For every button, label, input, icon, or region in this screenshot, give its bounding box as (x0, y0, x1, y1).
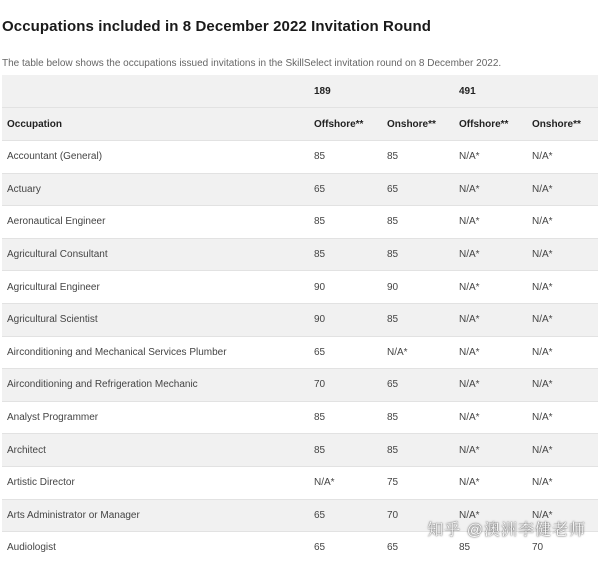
offshore-189-cell: 65 (314, 346, 326, 358)
table-row (2, 401, 598, 434)
onshore-189-cell: 90 (387, 281, 399, 293)
column-header-491-onshore: Onshore** (532, 118, 581, 130)
offshore-491-cell: N/A* (459, 216, 480, 228)
visa-header-cell (2, 75, 309, 108)
table-row (2, 466, 598, 499)
visa-header-491: 491 (459, 85, 476, 97)
table-row (2, 336, 598, 369)
offshore-491-cell: N/A* (459, 249, 480, 261)
onshore-491-cell: N/A* (532, 249, 553, 261)
onshore-491-cell: N/A* (532, 509, 553, 521)
offshore-189-cell: 70 (314, 379, 326, 391)
onshore-491-cell: N/A* (532, 183, 553, 195)
onshore-491-cell: N/A* (532, 477, 553, 489)
offshore-189-cell: 65 (314, 542, 326, 554)
offshore-491-cell: N/A* (459, 477, 480, 489)
offshore-491-cell: N/A* (459, 412, 480, 424)
column-header-occupation: Occupation (7, 118, 63, 130)
onshore-491-cell: N/A* (532, 281, 553, 293)
visa-header-row (2, 75, 598, 108)
occupation-cell: Agricultural Scientist (7, 314, 98, 326)
occupations-table (2, 75, 598, 564)
offshore-189-cell: 85 (314, 249, 326, 261)
table-row (2, 141, 598, 174)
occupation-cell: Agricultural Consultant (7, 249, 108, 261)
occupation-cell: Actuary (7, 183, 41, 195)
onshore-491-cell: N/A* (532, 216, 553, 228)
table-body (2, 75, 598, 564)
visa-header-cell (527, 75, 598, 108)
column-header-189-onshore: Onshore** (387, 118, 436, 130)
intro-text: The table below shows the occupations issued invitations in the SkillSelect invitation round on 8 December 2022. (2, 58, 502, 69)
onshore-491-cell: 70 (532, 542, 544, 554)
column-header-189-offshore: Offshore** (314, 118, 364, 130)
occupation-cell: Architect (7, 444, 46, 456)
offshore-189-cell: 90 (314, 314, 326, 326)
onshore-189-cell: 85 (387, 444, 399, 456)
onshore-491-cell: N/A* (532, 444, 553, 456)
onshore-189-cell: 70 (387, 509, 399, 521)
occupation-cell: Audiologist (7, 542, 56, 554)
offshore-189-cell: 85 (314, 444, 326, 456)
onshore-189-cell: 85 (387, 412, 399, 424)
offshore-189-cell: 85 (314, 412, 326, 424)
offshore-491-cell: 85 (459, 542, 471, 554)
table-row (2, 271, 598, 304)
onshore-189-cell: 85 (387, 216, 399, 228)
occupation-cell: Arts Administrator or Manager (7, 509, 140, 521)
onshore-189-cell: 85 (387, 314, 399, 326)
table-row (2, 238, 598, 271)
occupation-cell: Artistic Director (7, 477, 75, 489)
onshore-189-cell: N/A* (387, 346, 408, 358)
offshore-189-cell: 65 (314, 509, 326, 521)
column-header-491-offshore: Offshore** (459, 118, 509, 130)
onshore-491-cell: N/A* (532, 314, 553, 326)
onshore-189-cell: 65 (387, 542, 399, 554)
offshore-189-cell: 85 (314, 151, 326, 163)
onshore-189-cell: 85 (387, 151, 399, 163)
table-row (2, 206, 598, 239)
watermark-text: 知乎 @澳洲李健老师 (427, 522, 586, 539)
occupation-cell: Airconditioning and Refrigeration Mechanic (7, 379, 198, 391)
offshore-491-cell: N/A* (459, 444, 480, 456)
onshore-491-cell: N/A* (532, 151, 553, 163)
page-title: Occupations included in 8 December 2022 Invitation Round (2, 18, 432, 35)
offshore-491-cell: N/A* (459, 314, 480, 326)
offshore-189-cell: N/A* (314, 477, 335, 489)
offshore-189-cell: 65 (314, 183, 326, 195)
column-header-row (2, 108, 598, 141)
offshore-491-cell: N/A* (459, 183, 480, 195)
occupation-cell: Aeronautical Engineer (7, 216, 106, 228)
offshore-491-cell: N/A* (459, 346, 480, 358)
table-row (2, 434, 598, 467)
occupation-cell: Agricultural Engineer (7, 281, 100, 293)
offshore-189-cell: 85 (314, 216, 326, 228)
offshore-491-cell: N/A* (459, 281, 480, 293)
onshore-189-cell: 65 (387, 379, 399, 391)
offshore-491-cell: N/A* (459, 151, 480, 163)
table-row (2, 303, 598, 336)
occupation-cell: Accountant (General) (7, 151, 103, 163)
offshore-491-cell: N/A* (459, 509, 480, 521)
visa-header-189: 189 (314, 85, 331, 97)
onshore-189-cell: 85 (387, 249, 399, 261)
occupation-cell: Airconditioning and Mechanical Services Plumber (7, 346, 227, 358)
onshore-491-cell: N/A* (532, 379, 553, 391)
onshore-491-cell: N/A* (532, 412, 553, 424)
occupation-cell: Analyst Programmer (7, 412, 99, 424)
table-row (2, 173, 598, 206)
table-row (2, 369, 598, 402)
visa-header-cell (382, 75, 454, 108)
onshore-491-cell: N/A* (532, 346, 553, 358)
offshore-189-cell: 90 (314, 281, 326, 293)
onshore-189-cell: 75 (387, 477, 399, 489)
offshore-491-cell: N/A* (459, 379, 480, 391)
onshore-189-cell: 65 (387, 183, 399, 195)
